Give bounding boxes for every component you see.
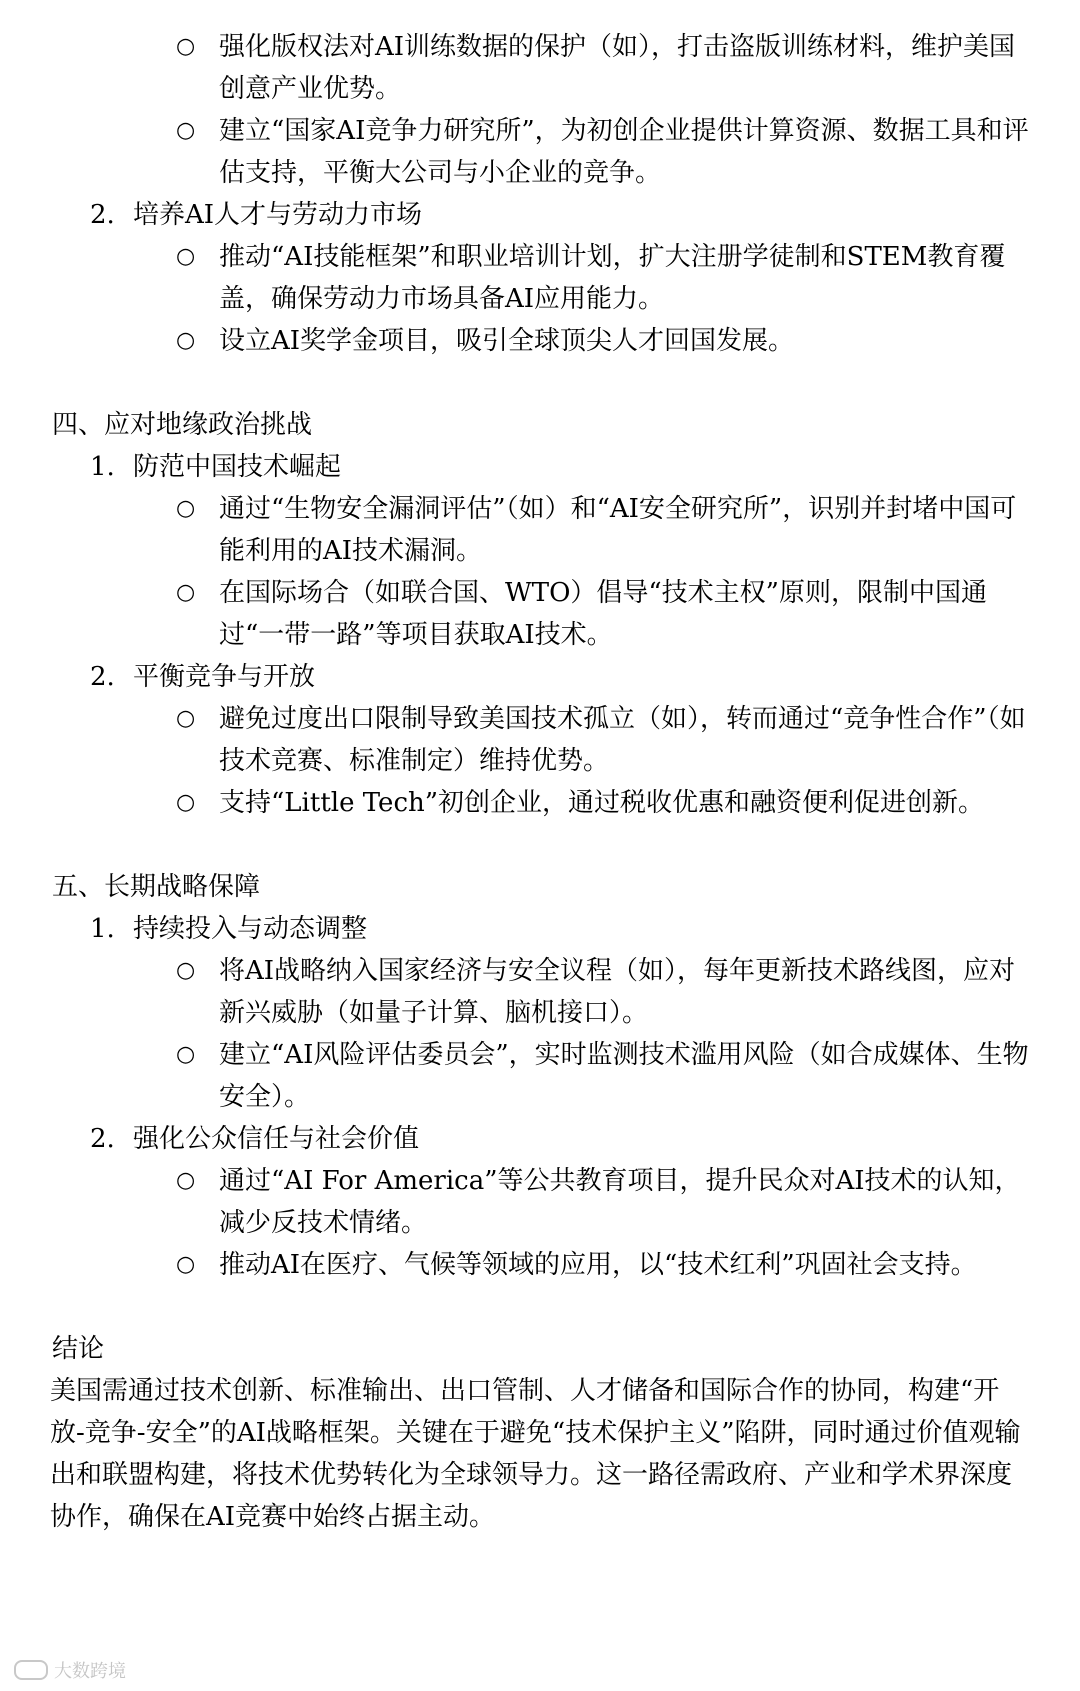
subsection-title: 持续投入与动态调整 [133,914,368,944]
bullet-text: 通过“生物安全漏洞评估”（如）和“AI安全研究所”，识别并封堵中国可能利用的AI技术漏洞。 [219,494,1017,566]
bullet-item [0,1034,1080,1118]
bullet-text: 推动“AI技能框架”和职业培训计划，扩大注册学徒制和STEM教育覆盖，确保劳动力市场具备AI应用能力。 [219,242,1006,314]
bullet-text: 避免过度出口限制导致美国技术孤立（如），转而通过“竞争性合作”（如技术竞赛、标准制定）维持优势。 [219,704,1026,776]
subsection-title: 培养AI人才与劳动力市场 [133,200,423,230]
subsection-heading [0,908,1080,950]
bullet-text: 将AI战略纳入国家经济与安全议程（如），每年更新技术路线图，应对新兴威胁（如量子计算、脑机接口）。 [219,956,1016,1028]
bullet-item [0,320,1080,362]
bullet-item [0,950,1080,1034]
bullet-icon: ○ [176,244,196,269]
subsection-title: 平衡竞争与开放 [133,662,316,692]
bullet-item [0,488,1080,572]
subsection-heading [0,656,1080,698]
bullet-item [0,110,1080,194]
bullet-item [0,236,1080,320]
bullet-item [0,572,1080,656]
section-heading: 五、长期战略保障 [52,872,261,902]
subsection-number: 2. [90,1124,115,1154]
subsection-number: 2. [90,200,115,230]
bullet-icon: ○ [176,118,196,143]
bullet-text: 建立“AI风险评估委员会”，实时监测技术滥用风险（如合成媒体、生物安全）。 [219,1040,1029,1112]
section-heading: 四、应对地缘政治挑战 [52,410,313,440]
bullet-text: 强化版权法对AI训练数据的保护（如），打击盗版训练材料，维护美国创意产业优势。 [219,32,1016,104]
bullet-icon: ○ [176,34,196,59]
subsection-number: 1. [90,914,115,944]
bullet-text: 推动AI在医疗、气候等领域的应用，以“技术红利”巩固社会支持。 [219,1250,977,1280]
bullet-icon: ○ [176,706,196,731]
bullet-item [0,782,1080,824]
conclusion-title: 结论 [52,1334,105,1364]
bullet-icon: ○ [176,1252,196,1277]
subsection-title: 防范中国技术崛起 [133,452,342,482]
conclusion-paragraph [0,1370,1080,1538]
watermark [14,1657,126,1683]
bullet-icon: ○ [176,958,196,983]
subsection-title: 强化公众信任与社会价值 [133,1124,420,1154]
bullet-text: 支持“Little Tech”初创企业，通过税收优惠和融资便利促进创新。 [219,788,985,818]
bullet-item [0,698,1080,782]
bullet-icon: ○ [176,1042,196,1067]
bullet-item [0,26,1080,110]
subsection-heading [0,446,1080,488]
bullet-text: 建立“国家AI竞争力研究所”，为初创企业提供计算资源、数据工具和评估支持，平衡大公司与小企业的竞争。 [219,116,1029,188]
subsection-number: 1. [90,452,115,482]
watermark-logo-icon [14,1660,48,1680]
bullet-item [0,1244,1080,1286]
bullet-text: 设立AI奖学金项目，吸引全球顶尖人才回国发展。 [219,326,795,356]
bullet-icon: ○ [176,1168,196,1193]
bullet-icon: ○ [176,496,196,521]
bullet-icon: ○ [176,328,196,353]
subsection-heading [0,194,1080,236]
bullet-icon: ○ [176,790,196,815]
subsection-number: 2. [90,662,115,692]
watermark-text: 大数跨境 [54,1661,126,1682]
bullet-icon: ○ [176,580,196,605]
bullet-text: 在国际场合（如联合国、WTO）倡导“技术主权”原则，限制中国通过“一带一路”等项目获取AI技术。 [219,578,987,650]
conclusion-text: 美国需通过技术创新、标准输出、出口管制、人才储备和国际合作的协同，构建“开放-竞争-安全”的AI战略框架。关键在于避免“技术保护主义”陷阱，同时通过价值观输出和联盟构建，将技术优势转化为全球领导力。这一路径需政府、产业和学术界深度协作，确保在AI竞赛中始终占据主动。 [50,1376,1021,1532]
subsection-heading [0,1118,1080,1160]
bullet-text: 通过“AI For America”等公共教育项目，提升民众对AI技术的认知，减少反技术情绪。 [219,1166,1021,1238]
bullet-item [0,1160,1080,1244]
